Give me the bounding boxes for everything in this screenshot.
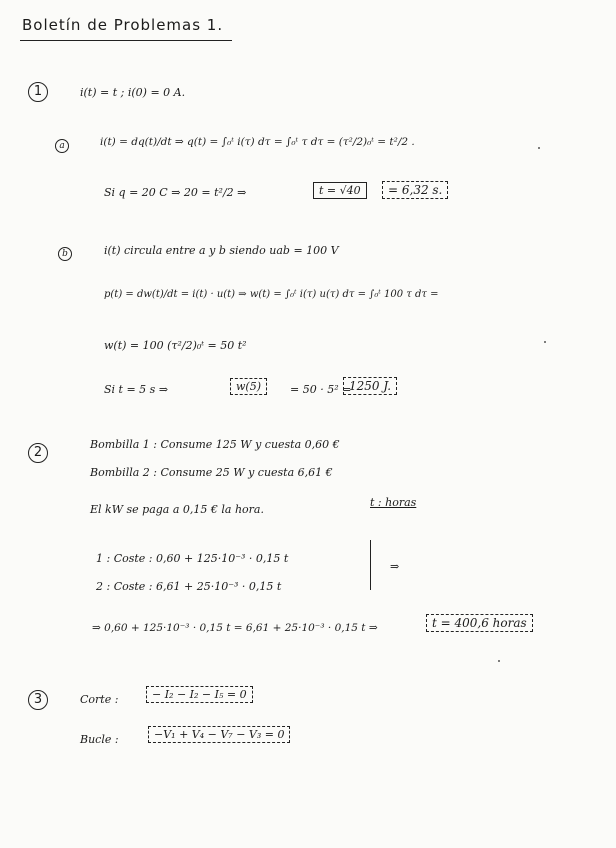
scan-speck bbox=[544, 341, 546, 343]
problem-2-number: 2 bbox=[28, 443, 48, 463]
problem-1-number: 1 bbox=[28, 82, 48, 102]
part-b-line-3: w(t) = 100 (τ²/2)₀ᵗ = 50 t² bbox=[104, 339, 247, 352]
bucle-equation: −V₁ + V₄ − V₇ − V₃ = 0 bbox=[148, 726, 290, 743]
bulb-2-line: Bombilla 2 : Consume 25 W y cuesta 6,61 € bbox=[90, 466, 333, 479]
part-b-result: 1250 J. bbox=[343, 377, 397, 395]
price-line: El kW se paga a 0,15 € la hora. bbox=[90, 503, 264, 516]
part-b-line-4-prefix: Si t = 5 s ⇒ bbox=[104, 383, 169, 396]
part-b-line-2: p(t) = dw(t)/dt = i(t) · u(t) ⇒ w(t) = ∫₀ᵗ i(τ) u(τ) dτ = ∫₀ᵗ 100 τ dτ = bbox=[104, 289, 439, 300]
bucle-label: Bucle : bbox=[80, 733, 119, 746]
corte-label: Corte : bbox=[80, 693, 119, 706]
problem-1-given: i(t) = t ; i(0) = 0 A. bbox=[80, 86, 186, 99]
cost-arrow: ⇒ bbox=[390, 560, 400, 573]
bulb-1-line: Bombilla 1 : Consume 125 W y cuesta 0,60 € bbox=[90, 438, 340, 451]
part-b-label: b bbox=[58, 247, 72, 261]
problem-2-result: t = 400,6 horas bbox=[426, 614, 533, 632]
problem-3-number: 3 bbox=[28, 690, 48, 710]
page-title: Boletín de Problemas 1. bbox=[22, 16, 224, 34]
cost-brace bbox=[370, 540, 373, 590]
equation-line: ⇒ 0,60 + 125·10⁻³ · 0,15 t = 6,61 + 25·10⁻³ · 0,15 t ⇒ bbox=[92, 622, 378, 634]
part-b-line-1: i(t) circula entre a y b siendo uab = 100 V bbox=[104, 244, 339, 257]
scan-speck bbox=[498, 660, 500, 662]
scan-speck bbox=[538, 147, 540, 149]
part-a-line-2-prefix: Si q = 20 C ⇒ 20 = t²/2 ⇒ bbox=[104, 186, 247, 199]
part-b-line-4-mid: = 50 · 5² = bbox=[290, 383, 352, 396]
part-a-result: = 6,32 s. bbox=[382, 181, 448, 199]
part-a-label: a bbox=[55, 139, 69, 153]
part-b-w5-box: w(5) bbox=[230, 378, 267, 395]
cost-line-2: 2 : Coste : 6,61 + 25·10⁻³ · 0,15 t bbox=[96, 580, 282, 593]
title-underline bbox=[20, 40, 232, 41]
cost-line-1: 1 : Coste : 0,60 + 125·10⁻³ · 0,15 t bbox=[96, 552, 289, 565]
part-a-line-1: i(t) = dq(t)/dt ⇒ q(t) = ∫₀ᵗ i(τ) dτ = ∫₀ᵗ τ dτ = (τ²/2)₀ᵗ = t²/2 . bbox=[100, 136, 415, 148]
corte-equation: − I₂ − I₂ − I₅ = 0 bbox=[146, 686, 253, 703]
price-note: t : horas bbox=[370, 496, 417, 509]
part-a-sqrt-box: t = √40 bbox=[313, 182, 367, 199]
